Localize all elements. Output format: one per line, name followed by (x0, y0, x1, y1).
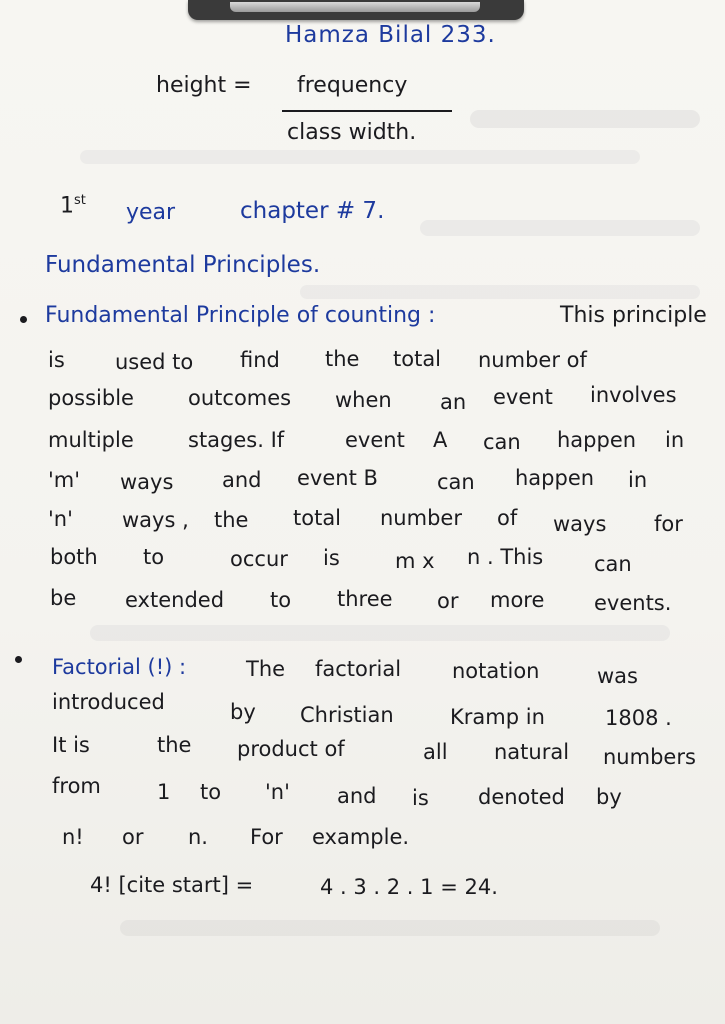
bullet-point (20, 316, 27, 323)
word: in (665, 428, 685, 452)
bleed-through-mark (470, 110, 700, 128)
word: involves (590, 383, 677, 407)
word: 'm' (48, 468, 81, 492)
word: or (122, 825, 144, 849)
word: total (393, 347, 442, 371)
word: three (337, 587, 393, 611)
word: n . This (467, 545, 544, 569)
word: multiple (48, 428, 134, 452)
word: n! (62, 825, 84, 849)
word: total (293, 506, 342, 530)
word: outcomes (188, 386, 292, 410)
word: stages. If (188, 428, 285, 452)
word: by (596, 785, 622, 809)
word: is (323, 546, 340, 570)
word: 4 . 3 . 2 . 1 = 24. (320, 875, 498, 899)
word: find (240, 348, 280, 372)
word: 'n' (265, 780, 290, 804)
word: 1808 . (605, 706, 672, 730)
word: ways (553, 512, 607, 536)
clipboard-clip-spring (230, 2, 480, 12)
word: the (325, 347, 360, 371)
word: when (335, 388, 392, 412)
word: numbers (603, 745, 696, 769)
word: is (412, 786, 429, 810)
word: notation (452, 659, 540, 683)
word: for (654, 512, 683, 536)
word: event B (297, 466, 378, 490)
word: an (440, 390, 467, 414)
formula-denominator: class width. (287, 120, 417, 145)
word: the (157, 733, 192, 757)
word: the (214, 508, 249, 532)
word: to (270, 588, 292, 612)
word: introduced (52, 690, 165, 714)
word: by (230, 700, 256, 724)
counting-principle-text: This principle (560, 303, 707, 328)
word: A (433, 428, 448, 452)
word: happen (557, 428, 637, 452)
counting-principle-title: Fundamental Principle of counting : (45, 303, 436, 328)
word: is (48, 348, 65, 372)
formula-numerator: frequency (297, 73, 408, 98)
word: or (437, 589, 459, 613)
word: ways (120, 470, 174, 494)
bleed-through-mark (300, 285, 700, 299)
word: Christian (300, 703, 394, 727)
word: event (345, 428, 405, 452)
word: events. (594, 591, 672, 615)
word: occur (230, 547, 288, 571)
word: was (597, 664, 638, 688)
word: The (246, 657, 286, 681)
word: denoted (478, 785, 565, 809)
word: can (594, 552, 632, 576)
year-num: 1 (60, 193, 74, 219)
word: used to (115, 350, 194, 374)
word: happen (515, 466, 595, 490)
word: factorial (315, 657, 402, 681)
fraction-bar (282, 110, 452, 112)
word: can (483, 430, 521, 454)
word: 'n' (48, 507, 73, 531)
word: extended (125, 588, 225, 612)
word: can (437, 470, 475, 494)
word: to (200, 780, 222, 804)
word: For (250, 825, 283, 849)
bleed-through-mark (420, 220, 700, 236)
year-word: year (126, 200, 176, 225)
author-line: Hamza Bilal 233. (285, 22, 496, 48)
factorial-title: Factorial (!) : (52, 655, 187, 679)
word: and (337, 784, 377, 808)
word: event (493, 385, 553, 409)
word: all (423, 740, 448, 764)
word: 4! [cite start] = (90, 873, 254, 897)
word: Kramp in (450, 705, 545, 729)
bullet-point (15, 656, 22, 663)
bleed-through-mark (90, 625, 670, 641)
word: and (222, 468, 262, 492)
bleed-through-mark (120, 920, 660, 936)
formula-lhs: height = (156, 73, 252, 98)
word: 1 (157, 780, 171, 804)
word: number of (478, 348, 587, 372)
year-sup: st (74, 193, 86, 208)
word: to (143, 545, 165, 569)
bleed-through-mark (80, 150, 640, 164)
word: It is (52, 733, 90, 757)
word: n. (188, 825, 208, 849)
word: m x (395, 549, 435, 573)
word: number (380, 506, 462, 530)
word: both (50, 545, 98, 569)
word: from (52, 774, 101, 798)
section-heading: Fundamental Principles. (45, 252, 321, 278)
word: product of (237, 737, 345, 761)
word: of (497, 506, 518, 530)
word: ways , (122, 508, 189, 532)
chapter-label: chapter # 7. (240, 198, 385, 224)
word: natural (494, 740, 570, 764)
word: example. (312, 825, 410, 849)
word: more (490, 588, 545, 612)
year-number (60, 193, 86, 218)
word: be (50, 586, 77, 610)
word: possible (48, 386, 134, 410)
word: in (628, 468, 648, 492)
